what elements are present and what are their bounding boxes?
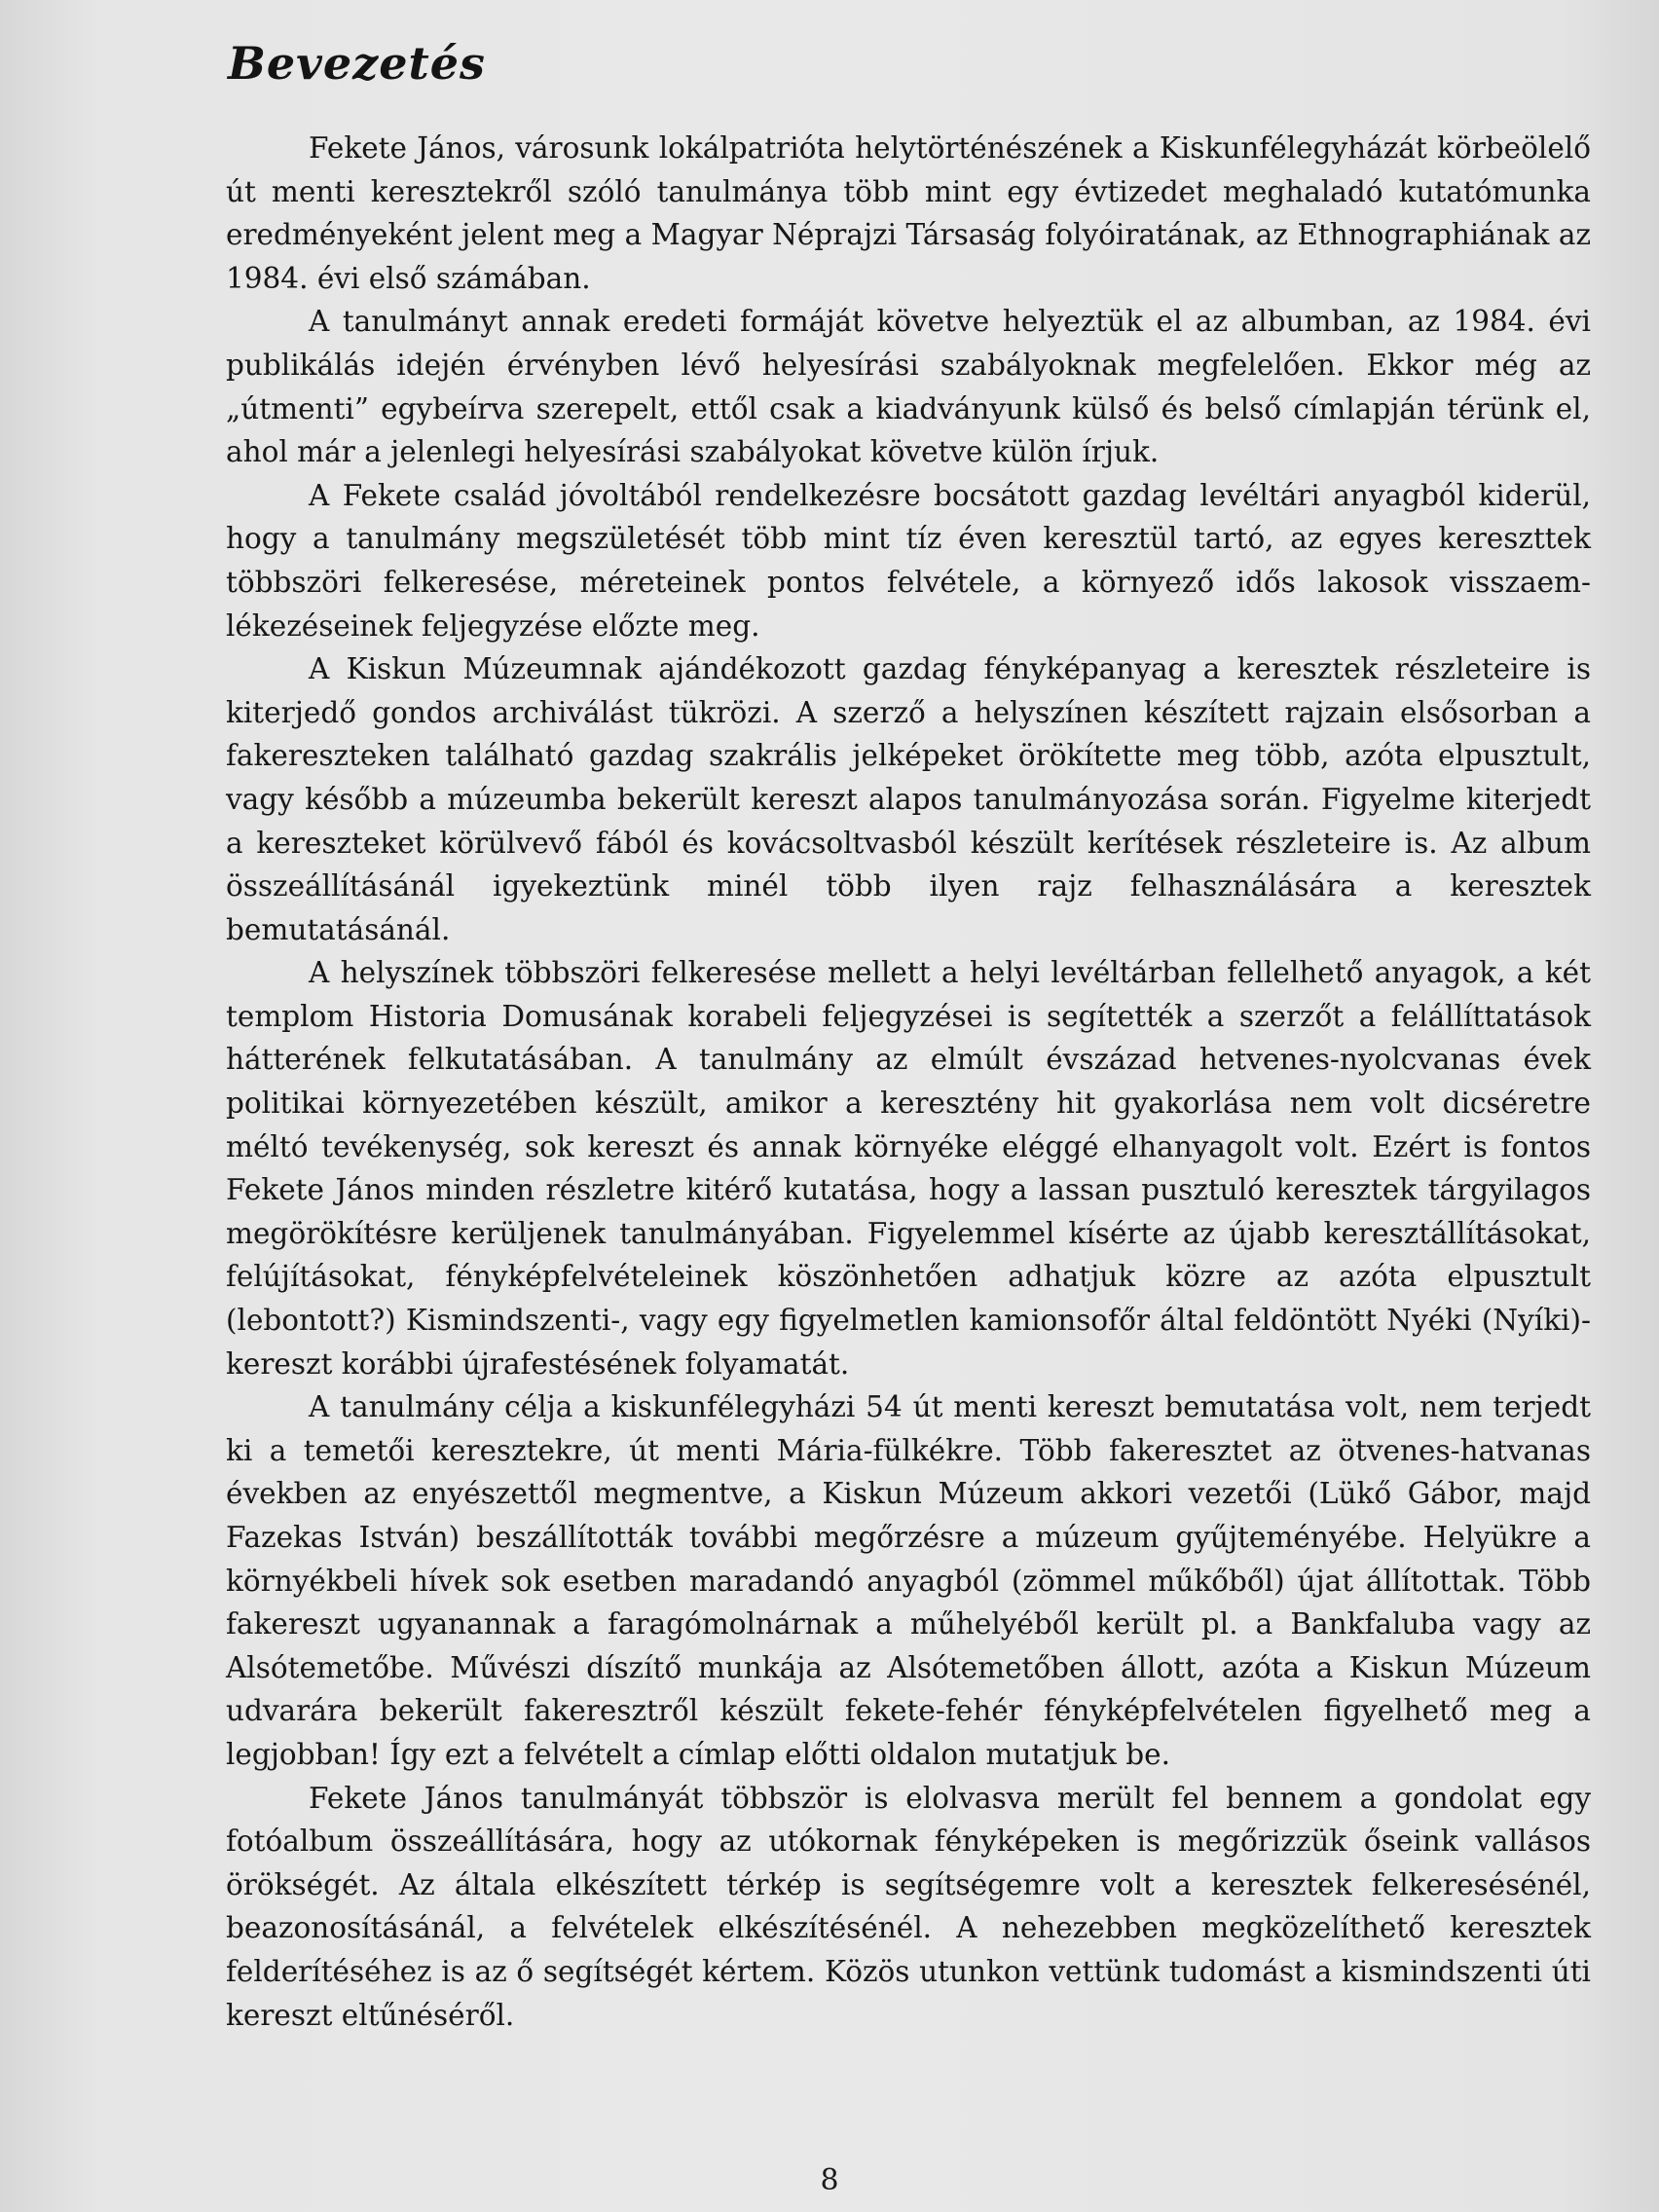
paragraph: A tanulmányt annak eredeti formáját követve helyeztük el az albumban, az 1984. évi publikálás idején érvényben lévő helyesírási szabályoknak megfelelően. Ekkor még az „útmenti” egybeírva szerepelt, ettől csak a kiadványunk külső és belső címlapján térünk el, ahol már a jelenlegi helyesírási szabályokat követve külön írjuk. [226, 305, 1591, 469]
paragraph: A Fekete család jóvoltából rendelkezésre bocsátott gazdag levéltári anyagból kiderül, hogy a tanulmány megszületését több mint tíz éven keresztül tartó, az egyes kereszttek többszöri felkeresése, méreteinek pontos felvétele, a környező idős lakosok visszaemlékezéseinek feljegyzése előzte meg. [226, 478, 1591, 643]
paragraph: A Kiskun Múzeumnak ajándékozott gazdag fényképanyag a keresztek részleteire is kiterjedő gondos archiválást tükrözi. A szerző a helyszínen készített rajzain elsősorban a fakereszteken található gazdag szakrális jelképeket örökítette meg több, azóta elpusztult, vagy később a múzeumba bekerült kereszt alapos tanulmányozása során. Figyelme kiterjedt a kereszteket körülvevő fából és kovácsoltvasból készült kerítések részleteire is. Az album összeállításánál igyekeztünk minél több ilyen rajz felhasználására a keresztek bemutatásánál. [226, 652, 1591, 946]
body-text [226, 127, 1591, 2037]
paragraph: Fekete János tanulmányát többször is elolvasva merült fel bennem a gondolat egy fotóalbum összeállítására, hogy az utókornak fényképeken is megőrizzük őseink vallásos örökségét. Az általa elkészített térkép is segítségemre volt a keresztek felkeresésénél, beazonosításánál, a felvételek elkészítésénél. A nehezebben megközelíthető keresztek felderítéséhez is az ő segítségét kértem. Közös utunkon vettünk tudomást a kismindszenti úti kereszt eltűnéséről. [226, 1781, 1591, 2032]
paragraph: A tanulmány célja a kiskunfélegyházi 54 út menti kereszt bemutatása volt, nem terjedt ki a temetői keresztekre, út menti Mária-fülkékre. Több fakeresztet az ötvenes-hatvanas években az enyészettől megmentve, a Kiskun Múzeum akkori vezetői (Lükő Gábor, majd Fazekas István) beszállították további megőrzésre a múzeum gyűjteményébe. Helyükre a környékbeli hívek sok esetben maradandó anyagból (zömmel műkőből) újat állítottak. Több fakereszt ugyanannak a faragómolnárnak a műhelyéből került pl. a Bankfaluba vagy az Alsótemetőbe. Művészi díszítő munkája az Alsótemetőben állott, azóta a Kiskun Múzeum udvarára bekerült fakeresztről készült fekete-fehér fényképfelvételen figyelhető meg a legjobban! Így ezt a felvételt a címlap előtti oldalon mutatjuk be. [226, 1390, 1591, 1771]
paragraph: Fekete János, városunk lokálpatrióta helytörténészének a Kiskunfélegyházát körbeölelő út menti keresztekről szóló tanulmánya több mint egy évtizedet meghaladó kutatómunka eredményeként jelent meg a Magyar Néprajzi Társaság folyóiratának, az Ethnographiának az 1984. évi első számában. [226, 131, 1591, 295]
paragraph: A helyszínek többszöri felkeresése mellett a helyi levéltárban fellelhető anyagok, a két templom Historia Domusának korabeli feljegyzései is segítették a szerzőt a felállíttatások hátterének felkutatásában. A tanulmány az elmúlt évszázad hetvenes-nyolcvanas évek politikai környezetében készült, amikor a keresztény hit gyakorlása nem volt dicséretre méltó tevékenység, sok kereszt és annak környéke eléggé elhanyagolt volt. Ezért is fontos Fekete János minden részletre kitérő kutatása, hogy a lassan pusztuló keresztek tárgyilagos megörökítésre kerüljenek tanulmányában. Figyelemmel kísérte az újabb keresztállításokat, felújításokat, fényképfelvételeinek köszönhetően adhatjuk közre az azóta elpusztult (lebontott?) Kismindszenti-, vagy egy figyelmetlen kamionsofőr által feldöntött Nyéki (Nyíki)-kereszt korábbi újrafestésének folyamatát. [226, 956, 1591, 1381]
page-title: Bevezetés [228, 37, 486, 90]
page-number: 8 [820, 2163, 839, 2197]
